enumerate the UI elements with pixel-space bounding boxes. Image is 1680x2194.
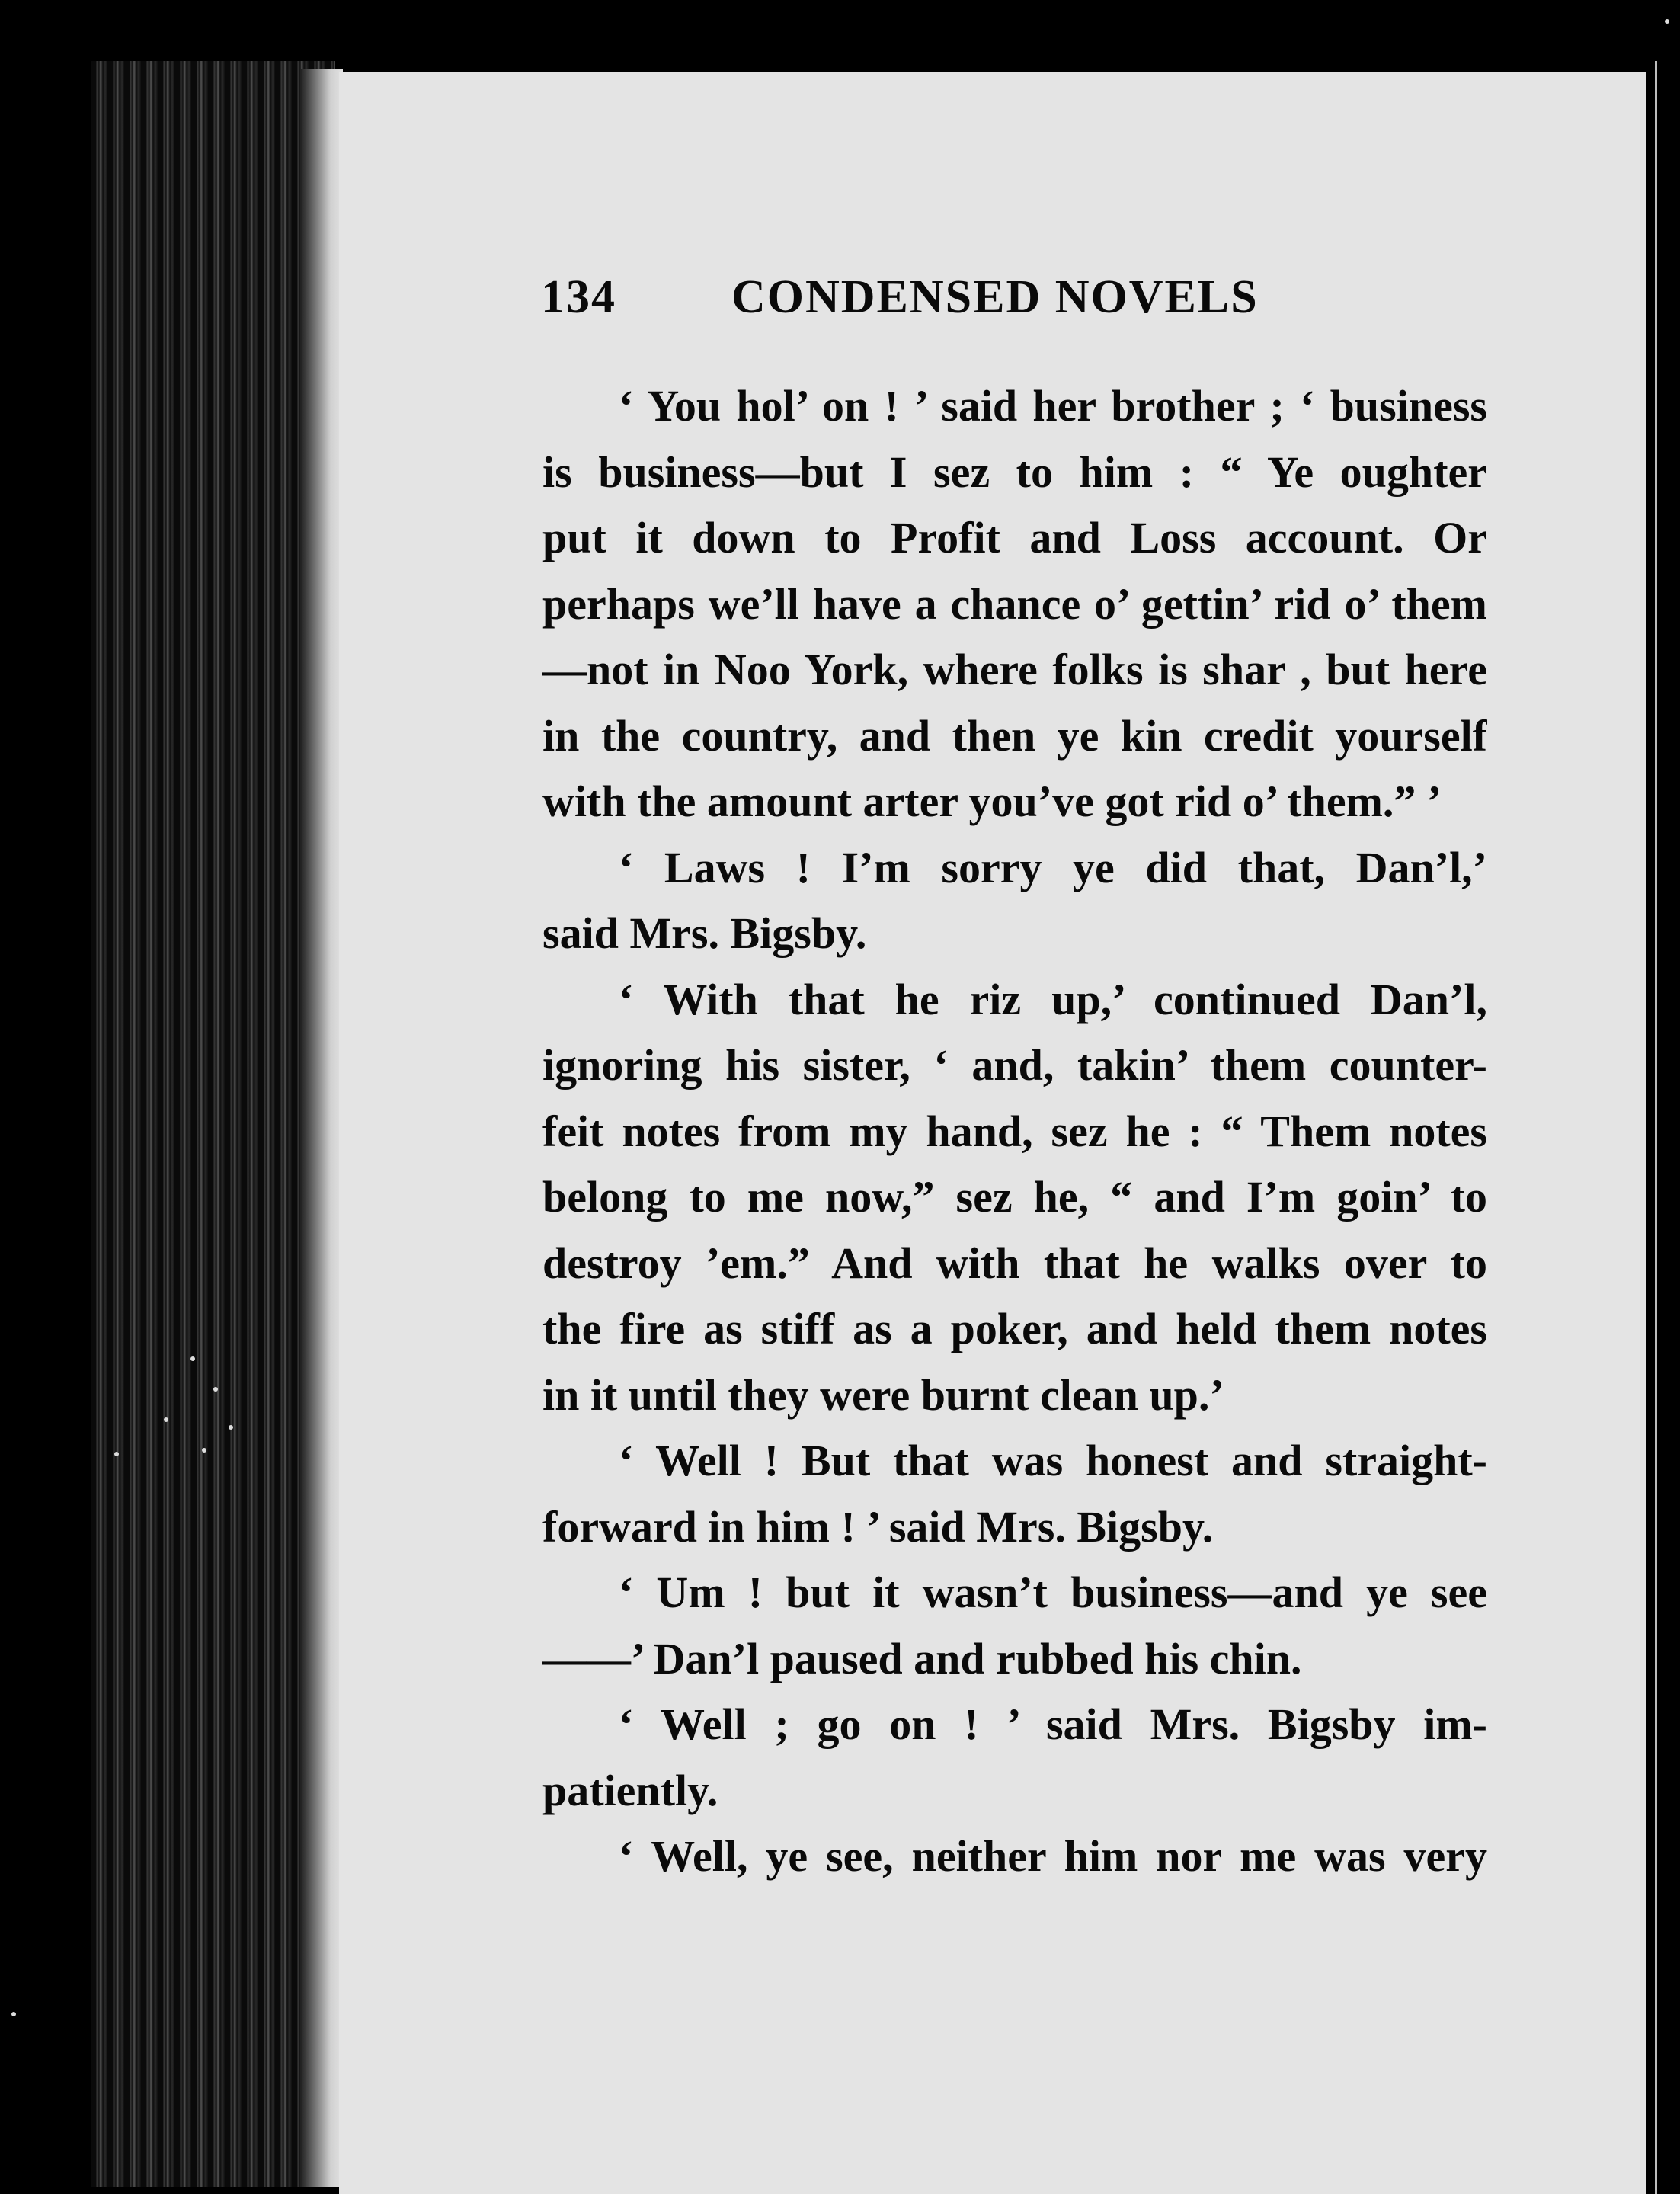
text-line: belong to me now,” sez he, “ and I’m goin’ to <box>542 1172 1487 1222</box>
text-line: ‘ Well ! But that was honest and straight- <box>619 1436 1487 1485</box>
text-line: —not in Noo York, where folks is shar , but here <box>542 645 1487 694</box>
text-line: put it down to Profit and Loss account. Or <box>542 513 1487 562</box>
text-line: ‘ You hol’ on ! ’ said her brother ; ‘ business <box>619 381 1487 431</box>
text-line: forward in him ! ’ said Mrs. Bigsby. <box>542 1501 1214 1552</box>
text-line: perhaps we’ll have a chance o’ gettin’ rid o’ them <box>542 578 1487 629</box>
text-line: ——’ Dan’l paused and rubbed his chin. <box>542 1633 1302 1683</box>
text-line: ignoring his sister, ‘ and, takin’ them counter- <box>542 1040 1487 1090</box>
page-header <box>541 271 1333 339</box>
text-line: feit notes from my hand, sez he : “ Them notes <box>542 1106 1487 1156</box>
text-line: is business—but I sez to him : “ Ye oughter <box>542 447 1487 497</box>
text-line: said Mrs. Bigsby. <box>542 908 867 958</box>
running-title: CONDENSED NOVELS <box>731 271 1259 323</box>
text-line: the fire as stiff as a poker, and held them notes <box>542 1304 1487 1353</box>
text-line: ‘ Well, ye see, neither him nor me was very <box>619 1831 1487 1881</box>
text-line: ‘ Laws ! I’m sorry ye did that, Dan’l,’ <box>619 842 1487 892</box>
text-line: ‘ With that he riz up,’ continued Dan’l, <box>619 974 1487 1024</box>
page-number: 134 <box>541 271 616 323</box>
text-line: destroy ’em.” And with that he walks over to <box>542 1238 1487 1288</box>
text-line: ‘ Well ; go on ! ’ said Mrs. Bigsby im- <box>619 1699 1487 1749</box>
page-edge-shadow <box>301 69 343 2187</box>
book-spine <box>91 61 335 2187</box>
text-line: in the country, and then ye kin credit yourself <box>542 710 1487 761</box>
text-line: patiently. <box>542 1765 718 1815</box>
right-border <box>1646 61 1680 2194</box>
text-line: ‘ Um ! but it wasn’t business—and ye see <box>619 1568 1487 1617</box>
text-line: with the amount arter you’ve got rid o’ them.” ’ <box>542 777 1442 826</box>
text-line: in it until they were burnt clean up.’ <box>542 1369 1224 1420</box>
body-text <box>542 373 1487 1890</box>
